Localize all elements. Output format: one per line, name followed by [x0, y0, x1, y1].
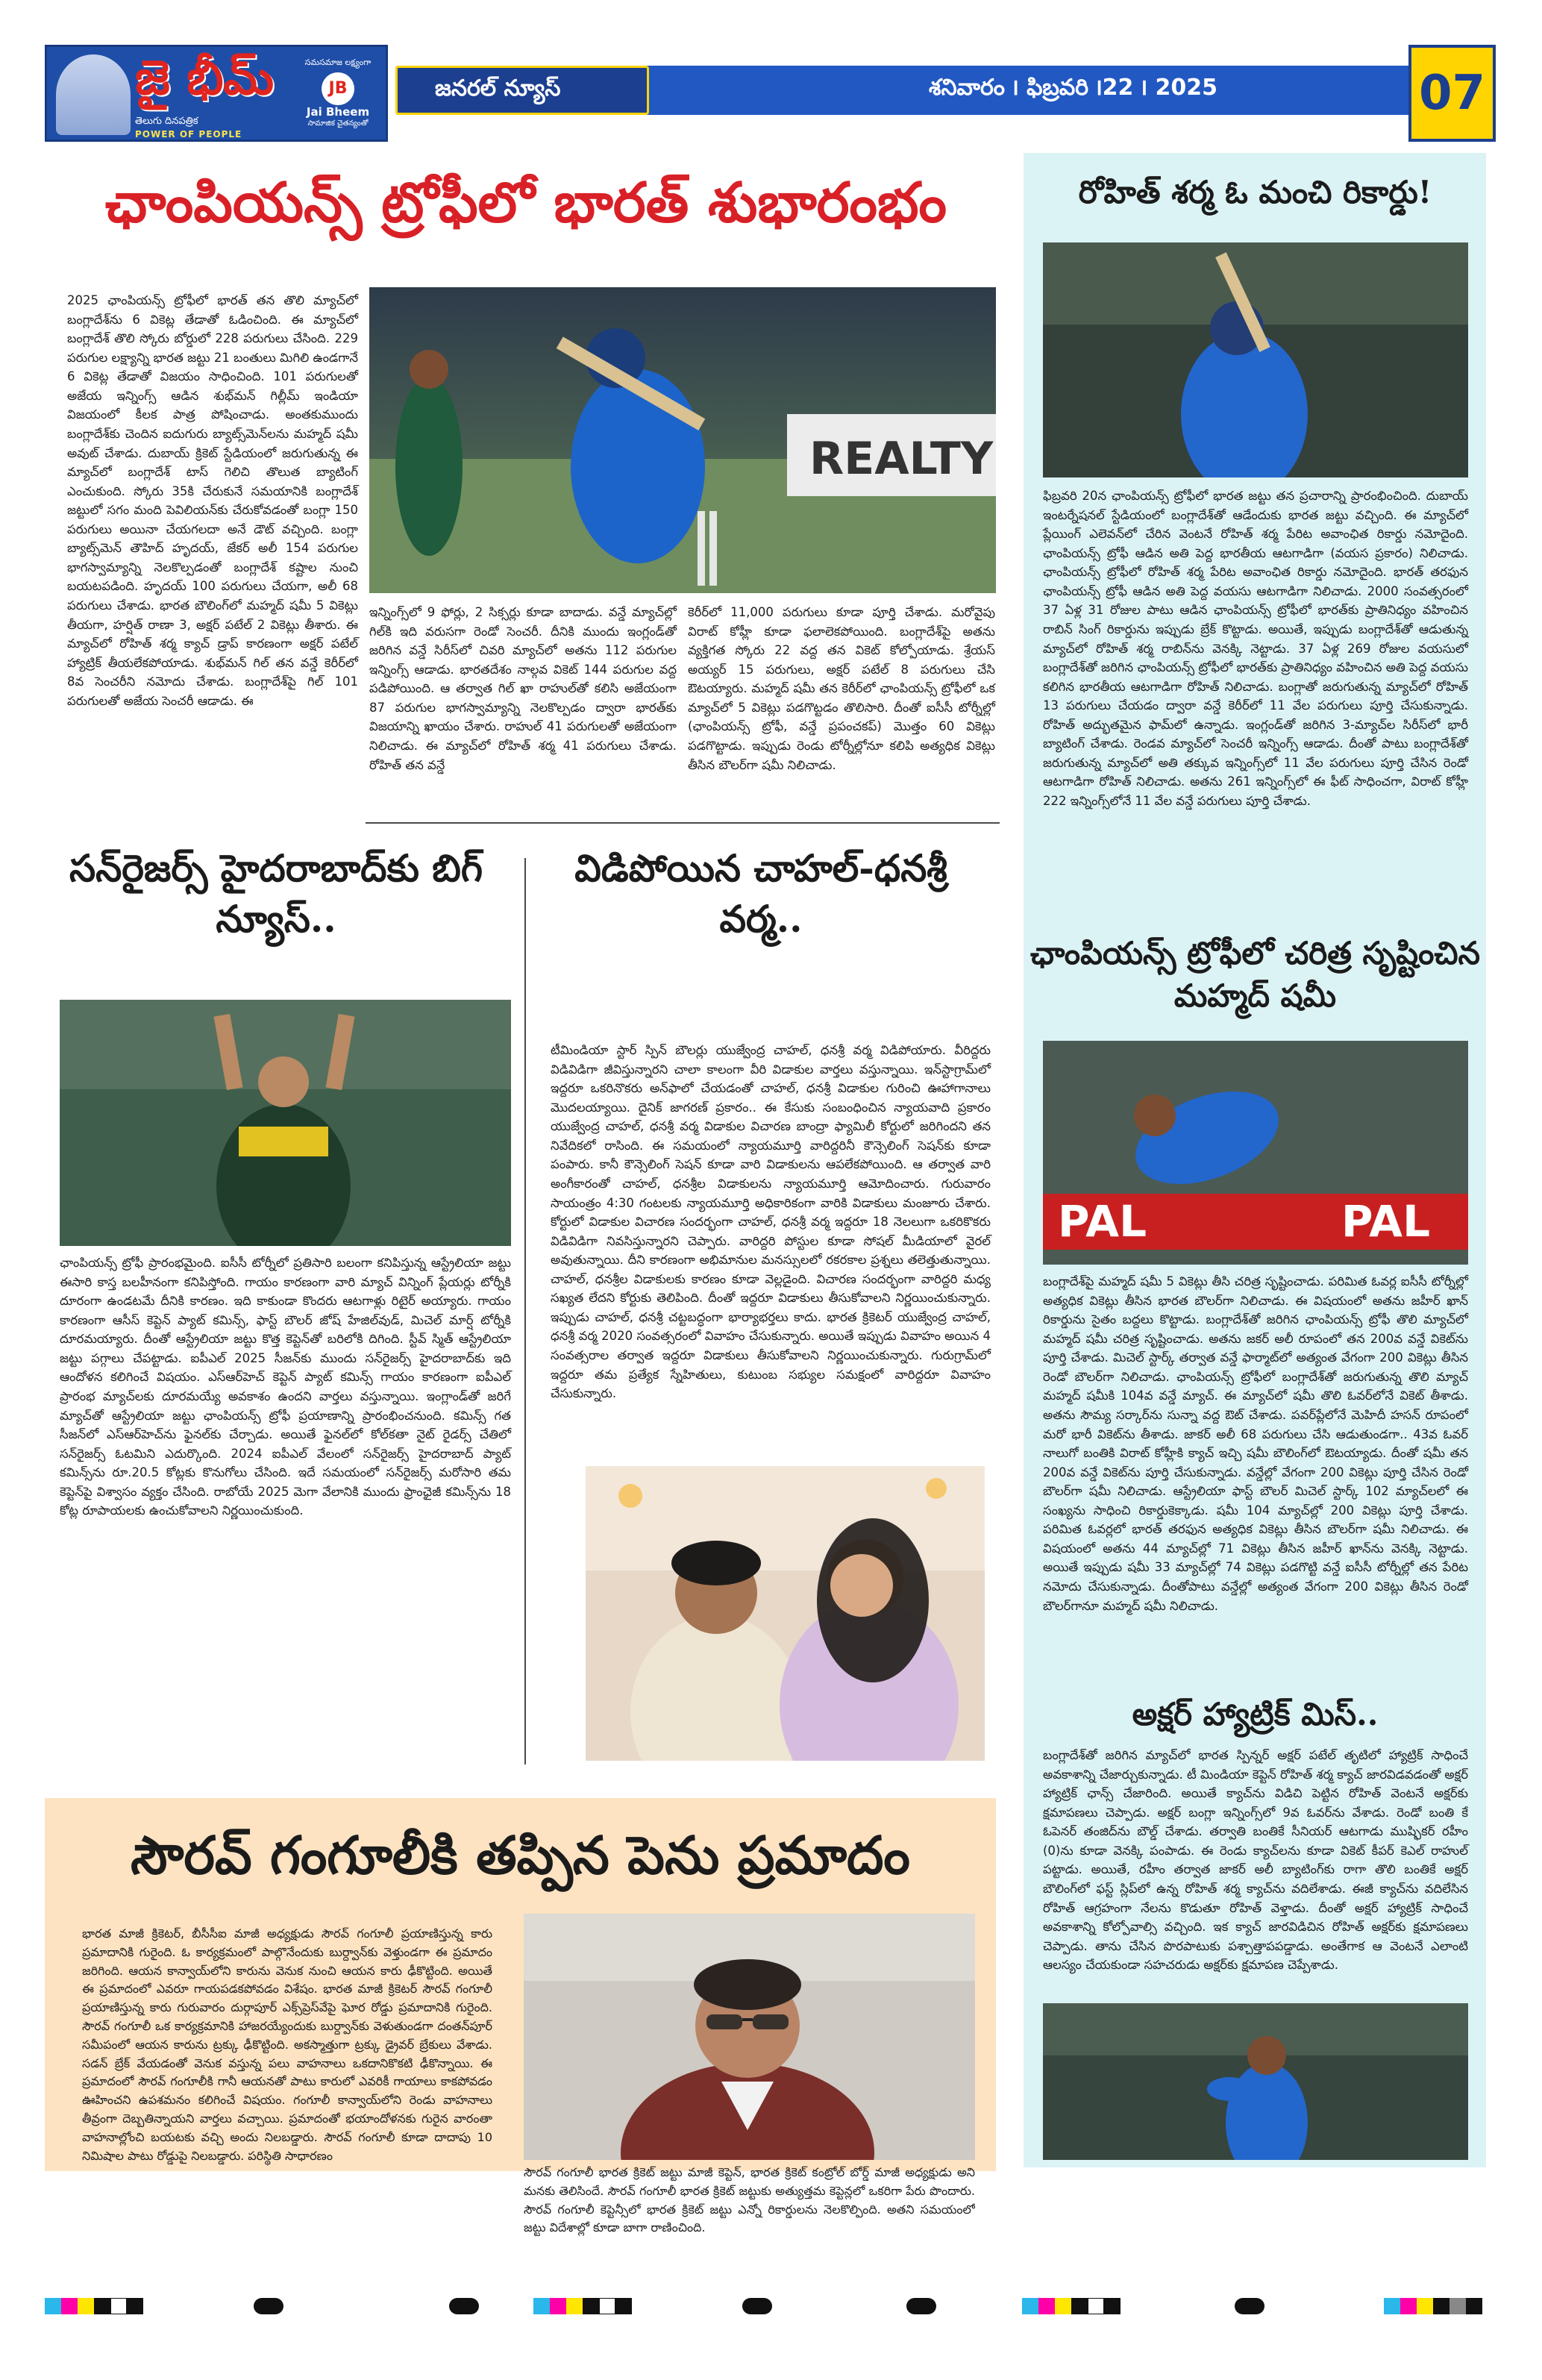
print-marks-left [45, 2298, 143, 2317]
section-label: జనరల్ న్యూస్ [435, 75, 561, 101]
lead-col-3: కెరీర్‌లో 11,000 పరుగులు కూడా పూర్తి చేశాడు. మరోవైపు విరాట్ కోహ్లీ కూడా ఫలాలెకపోయింది. బంగ్లాదేశ్‌పై అతను వ్యక్తిగత స్కోరు 22 వద్ద తన వికెట్ కోల్పోయాడు. శ్రేయస్ అయ్యర్ 15 పరుగులు, అక్షర్ పటేల్ 8 పరుగులు చేసి ఔటయ్యారు. మహ్మద్ షమీ తన కెరీర్‌లో ఛాంపియన్స్ ట్రోఫీలో ఒక మ్యాచ్‌లో 5 వికెట్లు పడగొట్టడం తొలిసారి. దీంతో ఐసీసీ టోర్నీల్లో (ఛాంపియన్స్ ట్రోఫీ, వన్డే ప్రపంచకప్) మొత్తం 60 వికెట్లు పడగొట్టాడు. ఇప్పుడు రెండు టోర్నీల్లోనూ కలిపి అత్యధిక వికెట్లు తీసిన బౌలర్‌గా షమీ నిలిచాడు. [688, 605, 995, 772]
header-bar [395, 66, 1414, 115]
logo-power: POWER OF PEOPLE [135, 129, 242, 140]
srh-headline[interactable]: సన్‌రైజర్స్ హైదరాబాద్‌కు బిగ్ న్యూస్.. [69, 846, 483, 941]
print-mark [742, 2298, 772, 2314]
axar-photo-graphic [1043, 2003, 1468, 2160]
chahal-dhanashree-photo [586, 1466, 985, 1761]
print-marks-center [533, 2298, 632, 2317]
portrait-icon [56, 54, 131, 135]
chahal-photo-graphic [586, 1466, 985, 1761]
cummins-photo [60, 1000, 511, 1246]
masthead [45, 45, 1496, 142]
logo-tagline: తెలుగు దినపత్రిక [135, 116, 198, 127]
ganguly-photo [524, 1914, 975, 2160]
rohit-photo-graphic [1043, 242, 1468, 477]
print-mark [449, 2298, 479, 2314]
logo-title: జై భీమ్ [135, 50, 275, 106]
axar-body: బంగ్లాదేశ్‌తో జరిగిన మ్యాచ్‌లో భారత స్పిన్నర్ అక్షర్ పటేల్ తృటిలో హ్యాట్రిక్ సాధించే అవకాశాన్ని చేజార్చుకున్నాడు. టీ మిండియా కెప్టెన్ రోహిత్ శర్మ క్యాచ్ జారవిడవడంతో అక్షర్ హ్యాట్రిక్ ఛాన్స్ చేజారింది. అయితే క్యాచ్‌ను విడిచి పెట్టిన రోహిత్ వెంటనే అక్షర్‌కు క్షమాపణలు చెప్పాడు. అక్షర్ బంగ్లా ఇన్నింగ్స్‌లో 9వ ఓవర్‌ను వేశాడు. రెండో బంతి కే ఓపెనర్ తంజిద్‌ను బౌల్డ్ చేశాడు. తర్వాతి బంతికే సీనియర్ ఆటగాడు ముష్ఫికర్ రహీం (0)ను కూడా వెనక్కి పంపాడు. ఈ రెండు క్యాచ్‌లను కూడా వికెట్ కీపర్ కెఎల్ రాహుల్ పట్టాడు. అయితే, రహీం తర్వాత జాకర్ అలీ బ్యాటింగ్‌కు రాగా తొలి బంతికే అక్షర్ బౌలింగ్‌లో ఫస్ట్ స్లిప్‌లో ఉన్న రోహిత్ శర్మ క్యాచ్‌ను వదిలేశాడు. ఈజీ క్యాచ్‌ను వదిలేసిన రోహిత్ ఆగ్రహంగా నేలను కొడుతూ రోహిత్ వెళ్తాడు. దీంతో అక్షర్ హ్యాట్రిక్ సాధించే అవకాశాన్ని కోల్పోవాల్సి వచ్చింది. ఇక క్యాచ్ జారవిడిచిన రోహిత్ అక్షర్‌కు క్షమాపణలు చెప్పాడు. తాను చేసిన పొరపాటుకు పశ్చాత్తాపపడ్డాడు. అంతేగాక ఆ వెంటనే ఎలాంటి ఆలస్యం చేయకుండా సహచరుడు అక్షర్‌కు క్షమాపణ చెప్పేశాడు. [1043, 1748, 1468, 1973]
logo-badge [293, 57, 383, 132]
print-marks-right [1022, 2298, 1121, 2317]
cummins-photo-graphic [60, 1000, 511, 1246]
badge-initials: JB [322, 72, 354, 105]
svg-text:PAL: PAL [1058, 1196, 1147, 1247]
badge-top: సమసమాజ లక్ష్యంగా [304, 57, 372, 67]
print-marks-far-right [1384, 2298, 1482, 2317]
column-divider [524, 858, 526, 1764]
srh-body: ఛాంపియన్స్ ట్రోఫీ ప్రారంభమైంది. ఐసీసీ టోర్నీలో ప్రతిసారి బలంగా కనిపిస్తున్న ఆస్ట్రేలియా జట్టు ఈసారి కాస్త బలహీనంగా కనిపిస్తోంది. గాయం కారణంగా వారి మ్యాచ్ విన్నింగ్ ప్లేయర్లు టోర్నీకి దూరంగా ఉండటమే దీనికి కారణం. ఇది కాకుండా కొందరు ఆటగాళ్లు రిటైర్ అయ్యారు. గాయం కారణంగా ఆసీస్ కెప్టెన్ ప్యాట్ కమిన్స్, ఫాస్ట్ బౌలర్ జోష్ హేజిల్‌వుడ్, మిచెల్ మార్ష్ టోర్నీకి దూరమయ్యారు. దీంతో ఆస్ట్రేలియా జట్టు కొత్త కెప్టెన్‌తో బరిలోకి దిగింది. స్టీవ్ స్మిత్ ఆస్ట్రేలియా జట్టు పగ్గాలు చేపట్టాడు. ఐపీఎల్ 2025 సీజన్‌కు ముందు సన్‌రైజర్స్ హైదరాబాద్‌కు ఇది ఆందోళన కలిగించే విషయం. ఎస్ఆర్‌హెచ్ కెప్టెన్ ప్యాట్ కమిన్స్ గాయం కారణంగా ఐపీఎల్ ప్రారంభ మ్యాచ్‌లకు దూరమయ్యే అవకాశం ఉందని వార్తలు వస్తున్నాయి. ఇంగ్లాండ్‌తో జరిగే మ్యాచ్‌తో ఆస్ట్రేలియా జట్టు ఛాంపియన్స్ ట్రోఫీ ప్రయాణాన్ని ప్రారంభించనుంది. కమిన్స్ గత సీజన్‌లో ఎస్ఆర్‌హెచ్‌ను ఫైనల్‌కు చేర్చాడు. అయితే ఫైనల్‌లో కోల్‌కతా నైట్ రైడర్స్ చేతిలో సన్‌రైజర్స్ ఓటమిని ఎదుర్కొంది. 2024 ఐపీఎల్ వేలంలో సన్‌రైజర్స్ హైదరాబాద్ ప్యాట్ కమిన్స్‌ను రూ.20.5 కోట్లకు కొనుగోలు చేసింది. ఇదే సమయంలో సన్‌రైజర్స్ మరోసారి తమ కెప్టెన్‌పై విశ్వాసం వ్యక్తం చేసింది. రాబోయే 2025 మెగా వేలానికి ముందు ఫ్రాంఛైజీ కమిన్స్‌ను 18 కోట్ల రూపాయలకు ఉంచుకోవాలని నిర్ణయించుకుంది. [60, 1256, 511, 1518]
dateline: శనివారం ౹ ఫిబ్రవరి ౹22 ౹ 2025 [929, 75, 1217, 101]
badge-sub: సామాజిక చైతన్యంతో [307, 119, 369, 128]
rohit-headline[interactable]: రోహిత్ శర్మ ఓ మంచి రికార్డు! [1078, 174, 1432, 210]
chahal-body: టీమిండియా స్టార్ స్పిన్ బౌలర్లు యుజ్వేంద్ర చాహల్, ధనశ్రీ వర్మ విడిపోయారు. వీరిద్దరు విడివిడిగా జీవిస్తున్నారని చాలా కాలంగా వీరి విడాకుల వార్తలు వస్తున్నాయి. ఇన్‌స్టాగ్రామ్‌లో ఇద్దరూ ఒకరినొకరు అన్‌ఫాలో చేయడంతో చాహల్, ధనశ్రీ విడాకుల గురించి ఊహాగానాలు మొదలయ్యాయి. దైనిక్ జాగరణ్ ప్రకారం.. ఈ కేసుకు సంబంధించిన న్యాయవాది ప్రకారం యుజ్వేంద్ర చాహల్, ధనశ్రీ వర్మ విడాకుల విచారణ బాంద్రా ఫ్యామిలీ కోర్టులో జరిగిందని తన నివేదికలో రాసింది. ఈ సమయంలో న్యాయమూర్తి వారిద్దరినీ కౌన్సెలింగ్ సెషన్‌కు కూడా పంపారు. కానీ కౌన్సెలింగ్ సెషన్ కూడా వారి విడాకులను ఆపలేకపోయింది. ఆ తర్వాత వారి అంగీకారంతో చాహల్, ధనశ్రీల విడాకులను న్యాయమూర్తి ఆమోదించారు. గురువారం సాయంత్రం 4:30 గంటలకు న్యాయమూర్తి అధికారికంగా వారికి విడాకులు మంజూరు చేశారు. కోర్టులో విడాకుల విచారణ సందర్భంగా చాహల్, ధనశ్రీ వర్మ ఇద్దరూ 18 నెలలుగా ఒకరికొకరు విడివిడిగా నివసిస్తున్నారని చెప్పారు. వారిద్దరి పోస్టుల కూడా సోషల్ మీడియాలో వైరల్ అవుతున్నాయి. దీని కారణంగా అభిమానుల మనస్సులలో రకరకాల ప్రశ్నలు తలెత్తుతున్నాయి. చాహల్, ధనశ్రీల విడాకులకు కారణం కూడా వెల్లడైంది. విచారణ సందర్భంగా వారిద్దరి మధ్య సఖ్యత లేదని కోర్టుకు తెలిపింది. దీంతో ఇద్దరూ విడాకులు తీసుకోవాలని నిర్ణయించుకున్నారు. ఇప్పుడు చాహల్, ధనశ్రీ చట్టబద్ధంగా భార్యాభర్తలు కాదు. భారత క్రికెటర్ యుజ్వేంద్ర చాహల్, ధనశ్రీ వర్మ 2020 సంవత్సరంలో వివాహం చేసుకున్నారు. అయితే ఇప్పుడు వివాహం అయిన 4 సంవత్సరాల తర్వాత ఇద్దరూ విడాకులు తీసుకోవాలని నిర్ణయించుకున్నారు. గురుగ్రామ్‌లో ఇద్దరూ తమ ప్రత్యేక స్నేహితులు, కుటుంబ సభ్యుల సమక్షంలో వారిద్దరూ వివాహం చేసుకున్నారు. [551, 1043, 991, 1401]
svg-text:REALTY: REALTY [809, 433, 994, 485]
rohit-batting-photo [1043, 242, 1468, 477]
lead-divider [366, 822, 1000, 824]
badge-name: Jai Bheem [306, 105, 370, 119]
print-mark [254, 2298, 283, 2314]
ganguly-headline[interactable]: సౌరవ్ గంగూలీకి తప్పిన పెను ప్రమాదం [131, 1824, 910, 1886]
print-mark [906, 2298, 936, 2314]
rohit-body: ఫిబ్రవరి 20న ఛాంపియన్స్ ట్రోఫీలో భారత జట్టు తన ప్రచారాన్ని ప్రారంభించింది. దుబాయ్ ఇంటర్నేషనల్ స్టేడియంలో బంగ్లాదేశ్‌తో ఆడేందుకు భారత జట్టు వచ్చింది. ఈ మ్యాచ్‌లో ప్లేయింగ్ ఎలెవన్‌లో చేరిన వెంటనే రోహిత్ శర్మ పేరిట అవాంఛిత రికార్డు నమోదైంది. ఛాంపియన్స్ ట్రోఫీ ఆడిన అతి పెద్ద భారతీయ ఆటగాడిగా (వయస ప్రకారం) నిలిచాడు. ఛాంపియన్స్ ట్రోఫీలో రోహిత్ శర్మ పేరిట అవాంఛిత రికార్డు నమోదైంది. భారత్ తరఫున ఛాంపియన్స్ ట్రోఫీ ఆడిన అతి పెద్ద వయసు ఆటగాడిగా నిలిచాడు. 2000 సంవత్సరంలో 37 ఏళ్ల 31 రోజుల పాటు ఆడిన ఛాంపియన్స్ ట్రోఫీలో భారత్‌కు ప్రాతినిధ్యం వహించిన రాబిన్ సింగ్ రికార్డును ఇప్పుడు బ్రేక్ కొట్టాడు. అయితే, ఇప్పుడు బంగ్లాదేశ్‌తో ఆడుతున్న మ్యాచ్‌లో రోహిత్ శర్మ రాబిన్‌ను వెనక్కి నెట్టాడు. 37 ఏళ్ల 269 రోజుల వయసులో బంగ్లాదేశ్‌తో జరిగిన ఛాంపియన్స్ ట్రోఫీలో భారత్‌కు ప్రాతినిధ్యం వహించిన అతి పెద్ద వయసు కలిగిన భారతీయ ఆటగాడిగా రోహిత్ నిలిచాడు. బంగ్లాతో జరుగుతున్న మ్యాచ్‌లో రోహిత్ 13 పరుగులు చేయడం ద్వారా వన్డే కెరీర్‌లో 11 వేల పరుగులు పూర్తి చేసుకున్నాడు. రోహిత్ అద్భుతమైన ఫామ్‌లో ఉన్నాడు. ఇంగ్లండ్‌తో జరిగిన 3-మ్యాచ్‌ల సిరీస్‌లో భారీ బ్యాటింగ్ చేశాడు. రెండవ మ్యాచ్‌లో సెంచరీ ఇన్నింగ్స్ ఆడాడు. దీంతో పాటు బంగ్లాదేశ్‌తో జరుగుతున్న మ్యాచ్‌లో అతి తక్కువ ఇన్నింగ్స్‌లో 11 వేల పరుగులు పూర్తి చేసిన రెండో ఆటగాడిగా రోహిత్ నిలిచాడు. అతను 261 ఇన్నింగ్స్‌లో ఈ ఫీట్ సాధించగా, విరాట్ కోహ్లీ 222 ఇన్నింగ్స్‌లోనే 11 వేల వన్డే పరుగులు పూర్తి చేశాడు. [1043, 489, 1469, 808]
axar-headline[interactable]: అక్షర్ హ్యాట్రిక్ మిస్.. [1132, 1696, 1379, 1732]
section-tab[interactable] [395, 66, 649, 115]
ganguly-caption: సౌరవ్ గంగూలీ భారత క్రికెట్ జట్టు మాజీ కెప్టెన్, భారత క్రికెట్ కంట్రోల్ బోర్డ్ మాజీ అధ్యక్షుడు అని మనకు తెలిసిందే. సౌరవ్ గంగూలీ భారత క్రికెట్ జట్టుకు అత్యుత్తమ కెప్టెన్లలో ఒకరిగా పేరు పొందారు. సౌరవ్ గంగూలీ కెప్టెన్సీలో భారత క్రికెట్ జట్టు ఎన్నో రికార్డులను నెలకొల్పింది. అతని సమయంలో జట్టు విదేశాల్లో కూడా బాగా రాణించింది. [524, 2165, 975, 2235]
newspaper-logo[interactable] [45, 45, 388, 142]
ganguly-photo-graphic [524, 1914, 975, 2160]
page-number: 07 [1408, 45, 1496, 142]
gill-batting-photo [369, 287, 996, 593]
print-mark [1235, 2298, 1264, 2314]
lead-col-1: 2025 ఛాంపియన్స్ ట్రోఫీలో భారత్ తన తొలి మ్యాచ్‌లో బంగ్లాదేశ్‌ను 6 వికెట్ల తేడాతో ఓడించింది. ఈ మ్యాచ్‌లో బంగ్లాదేశ్ తొలి స్కోరు బోర్డులో 228 పరుగులు చేసింది. 229 పరుగుల లక్ష్యాన్ని భారత జట్టు 21 బంతులు మిగిలి ఉండగానే 6 వికెట్ల తేడాతో విజయం సాధించింది. 101 పరుగులతో అజేయ ఇన్నింగ్స్ ఆడిన శుభ్‌మన్ గిల్లీమ్ ఇండియా విజయంలో కీలక పాత్ర పోషించాడు. అంతకుముందు బంగ్లాదేశ్‌కు చెందిన ఐదుగురు బ్యాట్స్‌మెన్‌లను మహ్మద్ షమీ అవుట్ చేశాడు. దుబాయ్ క్రికెట్ స్టేడియంలో జరుగుతున్న ఈ మ్యాచ్‌లో బంగ్లాదేశ్ టాస్ గెలిచి తొలుత బ్యాటింగ్ ఎంచుకుంది. స్కోరు 35కి చేరుకునే సమయానికి బంగ్లాదేశ్ జట్టులో సగం మంది పెవిలియన్‌కు చేరుకోవడంతో బంగ్లా 150 పరుగులు అయినా చేయగలదా అనే డౌట్ వచ్చింది. బంగ్లా బ్యాట్స్‌మెన్ తౌహిద్ హృదయ్, జేకర్ అలీ 154 పరుగుల భాగస్వామ్యాన్ని నెలకొల్పడంతో బంగ్లాదేశ్ కష్టాల నుంచి బయటపడింది. హృదయ్ 100 పరుగులు చేయగా, అలీ 68 పరుగులు చేశాడు. భారత బౌలింగ్‌లో మహ్మద్ షమీ 5 వికెట్లు తీయగా, హర్షిత్ రాణా 3, అక్షర్ పటేల్ 2 వికెట్లు తీశారు. ఈ మ్యాచ్‌లో రోహిత్ శర్మ క్యాచ్ డ్రాప్ కారణంగా అక్షర్ పటేల్ హ్యాట్రిక్ తీయలేకపోయాడు. శుభ్‌మన్ గిల్ తన వన్డే కెరీర్‌లో 8వ సెంచరీని నమోదు చేశాడు. బంగ్లాదేశ్‌పై గిల్ 101 పరుగులతో అజేయ సెంచరీ ఆడాడు. ఈ [67, 293, 359, 708]
axar-photo [1043, 2003, 1468, 2160]
gill-photo-graphic [369, 287, 996, 593]
shami-body: బంగ్లాదేశ్‌పై మహ్మద్ షమీ 5 వికెట్లు తీసి చరిత్ర సృష్టించాడు. పరిమిత ఓవర్ల ఐసీసీ టోర్నీల్లో అత్యధిక వికెట్లు తీసిన భారత బౌలర్‌గా నిలిచాడు. ఈ విషయంలో అతను జహీర్ ఖాన్ రికార్డును సైతం బద్దలు కొట్టాడు. బంగ్లాదేశ్‌తో జరిగిన ఛాంపియన్స్ ట్రోఫీ తొలి మ్యాచ్‌లో మహ్మద్ షమీ చరిత్ర సృష్టించాడు. అతను జకర్ అలీ రూపంలో తన 200వ వన్డే వికెట్‌ను పూర్తి చేశాడు. మిచెల్ స్టార్క్ తర్వాత వన్డే ఫార్మాట్‌లో అత్యంత వేగంగా 200 వికెట్లు తీసిన రెండో బౌలర్‌గా నిలిచాడు. ఛాంపియన్స్ ట్రోఫీలో బంగ్లాదేశ్‌తో జరుగుతున్న తొలి మ్యాచ్ మహ్మద్ షమీకి 104వ వన్డే మ్యాచ్. ఈ మ్యాచ్‌లో షమీ తొలి ఓవర్‌లోనే వికెట్ తీశాడు. అతను సౌమ్య సర్కార్‌ను సున్నా వద్ద ఔట్ చేశాడు. పవర్‌ప్లేలోనే మెహిదీ హసన్ రూపంలో మరో భారీ వికెట్‌ను తీశాడు. జాకర్ అలీ 68 పరుగులు చేసి ఆడుతుండగా.. 43వ ఓవర్ నాలుగో బంతికి విరాట్ కోహ్లీకి క్యాచ్ ఇచ్చి షమీ బౌలింగ్‌లో ఔటయ్యాడు. దీంతో షమీ తన 200వ వన్డే వికెట్‌ను పూర్తి చేసుకున్నాడు. వన్డేల్లో వేగంగా 200 వికెట్లు పూర్తి చేసిన రెండో బౌలర్‌గా షమీ నిలిచాడు. ఆస్ట్రేలియా ఫాస్ట్ బౌలర్ మిచెల్ స్టార్క్ 102 మ్యాచ్‌లలో ఈ సంఖ్యను సాధించి రికార్డుకెక్కాడు. షమీ 104 మ్యాచ్‌ల్లో 200 వికెట్లు పూర్తి చేశాడు. పరిమిత ఓవర్లలో భారత్ తరఫున అత్యధిక వికెట్లు తీసిన బౌలర్‌గా షమీ నిలిచాడు. ఈ విషయంలో అతను 44 మ్యాచ్‌ల్లో 71 వికెట్లు తీసిన జహీర్ ఖాన్‌ను వెనక్కి నెట్టాడు. అయితే ఇప్పుడు షమీ 33 మ్యాచ్‌ల్లో 74 వికెట్లు పడగొట్టి వన్డే ఐసీసీ టోర్నీల్లో తన పేరిట నమోదు చేసుకున్నాడు. దీంతోపాటు వన్డేల్లో అత్యంత వేగంగా 200 వికెట్లు తీసిన రెండో బౌలర్‌గానూ మహ్మద్ షమీ నిలిచాడు. [1043, 1274, 1468, 1613]
shami-photo-graphic [1043, 1041, 1468, 1265]
ganguly-body: భారత మాజీ క్రికెటర్, బీసీసీఐ మాజీ అధ్యక్షుడు సౌరవ్ గంగూలీ ప్రయాణిస్తున్న కారు ప్రమాదానికి గురైంది. ఓ కార్యక్రమంలో పాల్గొనేందుకు బుర్ద్వాన్‌కు వెళ్తుండగా ఈ ప్రమాదం జరిగింది. ఆయన కాన్వాయ్‌లోని కారును వెనుక నుంచి ఆయన కారు ఢీకొట్టింది. అయితే ఈ ప్రమాదంలో ఎవరూ గాయపడకపోవడం విశేషం. భారత మాజీ క్రికెటర్ సౌరవ్ గంగూలీ ప్రయాణిస్తున్న కారు గురువారం దుర్గాపూర్ ఎక్స్‌ప్రెస్‌వేపై ఘోర రోడ్డు ప్రమాదానికి గురైంది. సౌరవ్ గంగూలీ ఒక కార్యక్రమానికి హాజరయ్యేందుకు బుర్ద్వాన్‌కు వెళుతుండగా దంతన్‌పూర్ సమీపంలో ఆయన కారును ట్రక్కు ఢీకొట్టింది. అకస్మాత్తుగా ట్రక్కు డ్రైవర్ బ్రేకులు వేశాడు. సడన్ బ్రేక్ వేయడంతో వెనుక వస్తున్న పలు వాహనాలు ఒకదానికొకటి ఢీకొన్నాయి. ఈ ప్రమాదంలో సౌరవ్ గంగూలీకి గానీ ఆయనతో పాటు కారులో ఎవరికీ గాయాలు కాకపోవడం ఊహించని ఉపశమనం కలిగించే విషయం. గంగూలీ కాన్వాయ్‌లోని రెండు వాహనాలు తీవ్రంగా దెబ్బతిన్నాయని వార్తలు వచ్చాయి. ప్రమాదంతో భయాందోళనకు గురైన వారంతా వాహనాల్లోంచి బయటకు వచ్చి అందు నిలబడ్డారు. సౌరవ్ గంగూలీ కూడా దాదాపు 10 నిమిషాల పాటు రోడ్డుపై నిలబడ్డారు. పరిస్థితి సాధారణం [82, 1926, 492, 2163]
svg-text:PAL: PAL [1341, 1196, 1431, 1247]
chahal-headline[interactable]: విడిపోయిన చాహల్-ధనశ్రీ వర్మ.. [574, 846, 947, 941]
shami-bowling-photo [1043, 1041, 1468, 1265]
shami-headline[interactable]: ఛాంపియన్స్ ట్రోఫీలో చరిత్ర సృష్టించిన మహ్మద్ షమీ [1029, 935, 1481, 1014]
lead-col-2: ఇన్నింగ్స్‌లో 9 ఫోర్లు, 2 సిక్సర్లు కూడా బాదాడు. వన్డే మ్యాచ్‌ల్లో గిల్‌కి ఇది వరుసగా రెండో సెంచరీ. దీనికి ముందు ఇంగ్లండ్‌తో జరిగిన వన్డే సిరీస్‌లో చివరి మ్యాచ్‌లో అతను 112 పరుగుల ఇన్నింగ్స్ ఆడాడు. భారతదేశం నాల్గవ వికెట్ 144 పరుగుల వద్ద పడిపోయింది. ఆ తర్వాత గిల్ ఖా రాహుల్‌తో కలిసి అజేయంగా 87 పరుగుల భాగస్వామ్యాన్ని నెలకొల్పడం ద్వారా భారత్‌కు విజయాన్ని ఖాయం చేశారు. రాహుల్ 41 పరుగులతో అజేయంగా నిలిచాడు. ఈ మ్యాచ్‌లో రోహిత్ శర్మ 41 పరుగులు చేశాడు. రోహిత్ తన వన్డే [369, 605, 677, 772]
lead-headline[interactable]: ఛాంపియన్స్ ట్రోఫీలో భారత్ శుభారంభం [104, 171, 947, 235]
